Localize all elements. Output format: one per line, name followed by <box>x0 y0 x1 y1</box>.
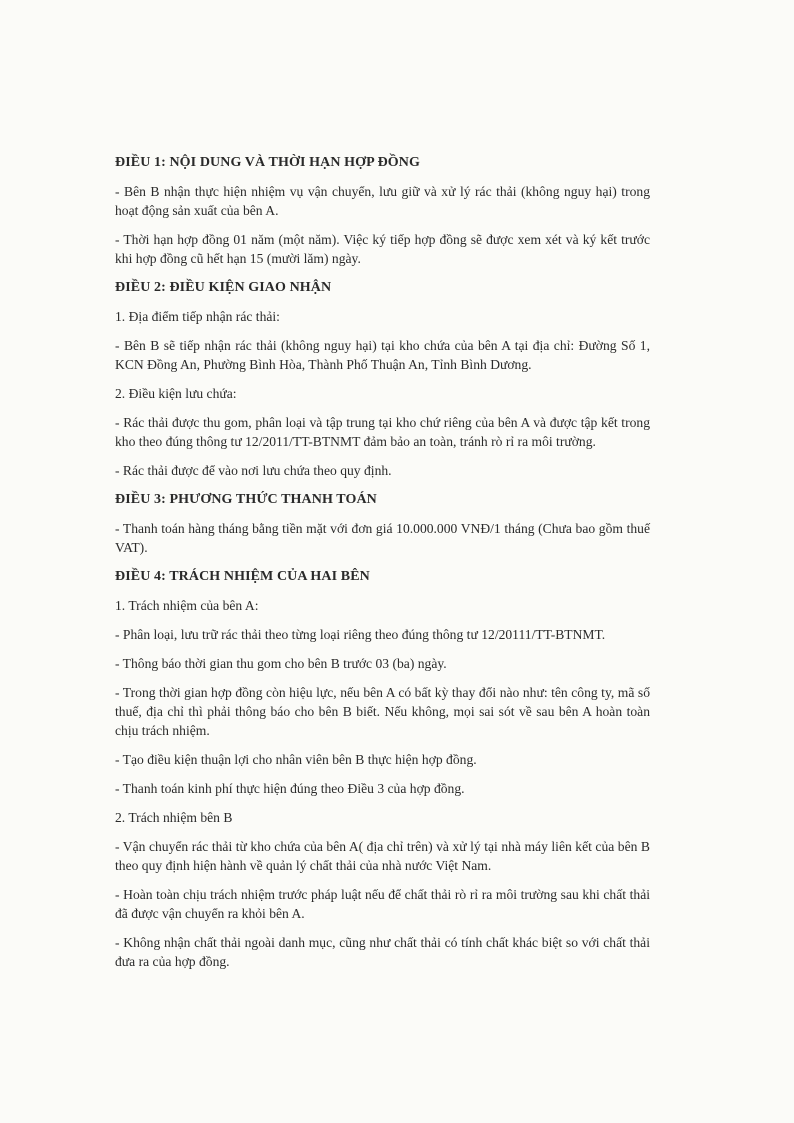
section-4-subheading: 1. Trách nhiệm của bên A: <box>115 598 259 613</box>
document-body <box>115 153 650 981</box>
section-4-paragraph: - Thông báo thời gian thu gom cho bên B trước 03 (ba) ngày. <box>115 656 447 671</box>
section-2-subheading: 2. Điều kiện lưu chứa: <box>115 386 237 401</box>
section-1-paragraph: - Bên B nhận thực hiện nhiệm vụ vận chuyển, lưu giữ và xử lý rác thải (không nguy hại) trong hoạt động sản xuất của bên A. <box>115 184 650 218</box>
section-2-paragraph: - Bên B sẽ tiếp nhận rác thải (không nguy hại) tại kho chứa của bên A tại địa chỉ: Đường Số 1, KCN Đồng An, Phường Bình Hòa, Thành Phố Thuận An, Tỉnh Bình Dương. <box>115 338 650 372</box>
section-4-paragraph: - Trong thời gian hợp đồng còn hiệu lực, nếu bên A có bất kỳ thay đổi nào như: tên công ty, mã số thuế, địa chỉ thì phải thông báo cho bên B biết. Nếu không, mọi sai sót về sau bên A hoàn toàn chịu trách nhiệm. <box>115 685 650 738</box>
section-1-heading: ĐIỀU 1: NỘI DUNG VÀ THỜI HẠN HỢP ĐỒNG <box>115 155 420 170</box>
section-4-heading: ĐIỀU 4: TRÁCH NHIỆM CỦA HAI BÊN <box>115 569 370 584</box>
section-2-paragraph: - Rác thải được để vào nơi lưu chứa theo quy định. <box>115 463 392 478</box>
section-4-paragraph: - Hoàn toàn chịu trách nhiệm trước pháp luật nếu để chất thải rò rỉ ra môi trường sau khi chất thải đã được vận chuyển ra khỏi bên A. <box>115 887 650 921</box>
section-2-subheading: 1. Địa điểm tiếp nhận rác thải: <box>115 309 280 324</box>
section-2-heading: ĐIỀU 2: ĐIỀU KIỆN GIAO NHẬN <box>115 280 332 295</box>
section-4-paragraph: - Phân loại, lưu trữ rác thải theo từng loại riêng theo đúng thông tư 12/20111/TT-BTNMT. <box>115 627 606 642</box>
section-4-paragraph: - Thanh toán kinh phí thực hiện đúng theo Điều 3 của hợp đồng. <box>115 781 465 796</box>
section-3-heading: ĐIỀU 3: PHƯƠNG THỨC THANH TOÁN <box>115 492 377 507</box>
section-4-paragraph: - Tạo điều kiện thuận lợi cho nhân viên bên B thực hiện hợp đồng. <box>115 752 477 767</box>
section-2-paragraph: - Rác thải được thu gom, phân loại và tập trung tại kho chứ riêng của bên A và được tập kết trong kho theo đúng thông tư 12/2011/TT-BTNMT đảm bảo an toàn, tránh rò rỉ ra môi trường. <box>115 415 650 449</box>
section-4-subheading: 2. Trách nhiệm bên B <box>115 810 233 825</box>
section-4-paragraph: - Vận chuyển rác thải từ kho chứa của bên A( địa chỉ trên) và xử lý tại nhà máy liên kết của bên B theo quy định hiện hành về quản lý chất thải của nhà nước Việt Nam. <box>115 839 650 873</box>
section-1-paragraph: - Thời hạn hợp đồng 01 năm (một năm). Việc ký tiếp hợp đồng sẽ được xem xét và ký kết trước khi hợp đồng cũ hết hạn 15 (mười lăm) ngày. <box>115 232 650 266</box>
section-3-paragraph: - Thanh toán hàng tháng bằng tiền mặt với đơn giá 10.000.000 VNĐ/1 tháng (Chưa bao gồm thuế VAT). <box>115 521 650 555</box>
section-4-paragraph: - Không nhận chất thải ngoài danh mục, cũng như chất thải có tính chất khác biệt so với chất thải đưa ra của hợp đồng. <box>115 935 650 969</box>
